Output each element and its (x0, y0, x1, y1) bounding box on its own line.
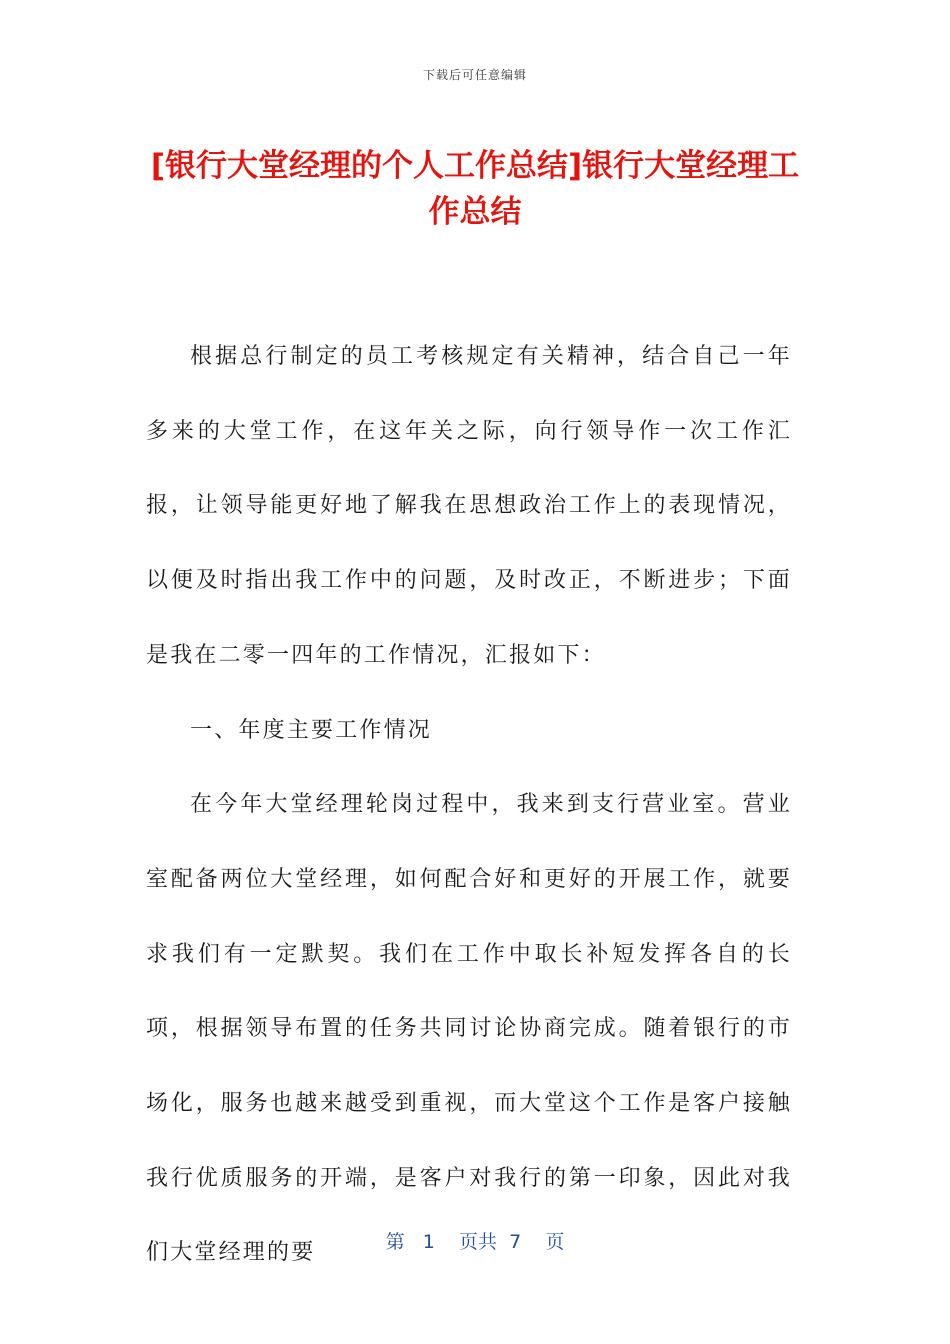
page-footer (0, 1227, 950, 1254)
page-label-prefix: 第 (385, 1231, 405, 1253)
paragraph-intro: 根据总行制定的员工考核规定有关精神，结合自己一年多来的大堂工作，在这年关之际，向行领导作一次工作汇报，让领导能更好地了解我在思想政治工作上的表现情况，以便及时指出我工作中的问题，及时改正，不断进步；下面是我在二零一四年的工作情况，汇报如下： (146, 344, 792, 668)
paragraph-work-situation: 在今年大堂经理轮岗过程中，我来到支行营业室。营业室配备两位大堂经理，如何配合好和更好的开展工作，就要求我们有一定默契。我们在工作中取长补短发挥各自的长项，根据领导布置的任务共同讨论协商完成。随着银行的市场化，服务也越来越受到重视，而大堂这个工作是客户接触我行优质服务的开端，是客户对我行的第一印象，因此对我们大堂经理的要 (146, 792, 792, 1266)
section-heading: 一、年度主要工作情况 (190, 717, 433, 743)
document-body (146, 320, 792, 1291)
document-title: [银行大堂经理的个人工作总结]银行大堂经理工作总结 (150, 148, 800, 230)
page-label-mid: 页共 (459, 1231, 498, 1253)
page-label-suffix: 页 (545, 1231, 565, 1253)
header-note: 下载后可任意编辑 (422, 68, 527, 82)
page-number-current: 1 (422, 1231, 435, 1253)
page-number-total: 7 (509, 1231, 522, 1253)
